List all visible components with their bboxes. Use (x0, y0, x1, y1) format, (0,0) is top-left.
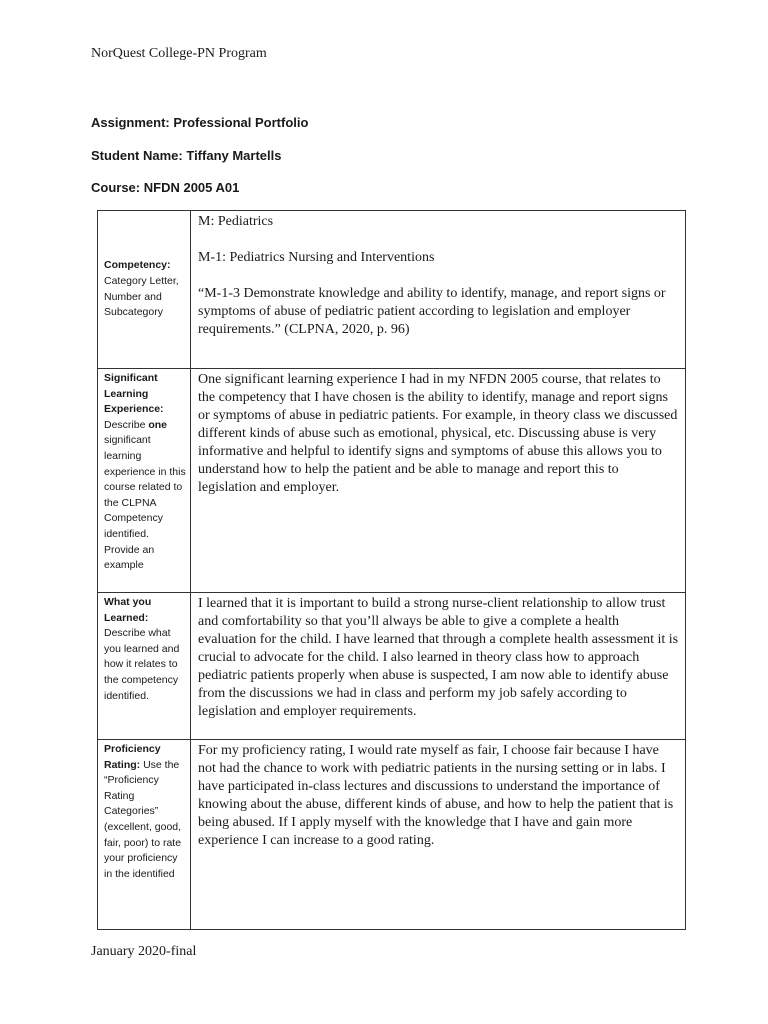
course-line (91, 180, 239, 195)
student-name-value: Tiffany Martells (186, 148, 282, 163)
experience-text: One significant learning experience I had in my NFDN 2005 course, that relates to the competency that I have chosen is the ability to identify, manage and report signs or symptoms of abuse in pediatric patients. For example, in theory class we discussed different kinds of abuse such as emotional, physical, etc. Discussing abuse is very informative and helpful to identify signs and symptoms of abuse this allows you to understand how to help the patient and be able to manage and report this to legislation and employer. (198, 372, 678, 495)
rating-content-cell (191, 740, 686, 930)
competency-label-heading: Competency: (104, 259, 171, 272)
assignment-value: Professional Portfolio (173, 115, 309, 130)
competency-category: M: Pediatrics (198, 214, 274, 229)
rating-label-description: Use the “Proficiency Rating Categories” (excellent, good, fair, poor) to rate your proficiency in the identified (104, 758, 182, 880)
rating-text: For my proficiency rating, I would rate myself as fair, I choose fair because I have not had the chance to work with pediatric patients in the nursing setting or in labs. I have participated in-class lectures and discussions to understand the importance of knowing about the abuse, different kinds of abuse, and how to help the patient that is being abused. If I apply myself with the knowledge that I have and gain more experience I can increase to a good rating. (198, 743, 674, 848)
rating-label-cell (98, 740, 191, 930)
experience-label-pre: Describe (104, 418, 149, 431)
learned-row (98, 593, 686, 740)
student-name-label: Student Name: (91, 148, 183, 163)
assignment-line (91, 115, 308, 130)
document-header: NorQuest College-PN Program (91, 46, 267, 61)
learned-text: I learned that it is important to build a strong nurse-client relationship to allow trust and comfortability so that you’ll always be able to give a complete a health evaluation for the child. I have learned that through a complete health assessment it is crucial to advocate for the child. I also learned in theory class how to approach pediatric patients properly when abuse is suspected, I am now able to identify abuse from the discussions we had in class and perform my job safely according to legislation and employer requirements. (198, 596, 679, 719)
experience-content-cell (191, 369, 686, 593)
document-footer: January 2020-final (91, 944, 197, 959)
experience-label-heading: Significant Learning Experience: (104, 372, 164, 416)
competency-subcategory: M-1: Pediatrics Nursing and Interventions (198, 250, 435, 265)
experience-label-cell (98, 369, 191, 593)
portfolio-table (97, 210, 686, 930)
competency-label-description: Category Letter, Number and Subcategory (104, 274, 179, 319)
learned-label-description: Describe what you learned and how it relates to the competency identified. (104, 627, 180, 702)
student-name-line (91, 148, 281, 163)
rating-row (98, 740, 686, 930)
assignment-label: Assignment: (91, 115, 170, 130)
competency-statement: “M-1-3 Demonstrate knowledge and ability to identify, manage, and report signs or symptoms of abuse of pediatric patient according to legislation and employer requirements.” (CLPNA, 2020, p. 96) (198, 286, 666, 337)
experience-row (98, 369, 686, 593)
learned-label-heading: What you Learned: (104, 596, 152, 624)
competency-row (98, 211, 686, 369)
rating-label-heading: Proficiency Rating: (104, 743, 161, 771)
course-label: Course: (91, 180, 141, 195)
competency-content-cell (191, 211, 686, 369)
competency-label-cell (98, 211, 191, 369)
learned-content-cell (191, 593, 686, 740)
course-value: NFDN 2005 A01 (143, 180, 240, 195)
learned-label-cell (98, 593, 191, 740)
experience-label-post: significant learning experience in this course related to the CLPNA Competency identified. Provide an example (104, 434, 186, 572)
experience-label-emphasis: one (148, 418, 168, 431)
